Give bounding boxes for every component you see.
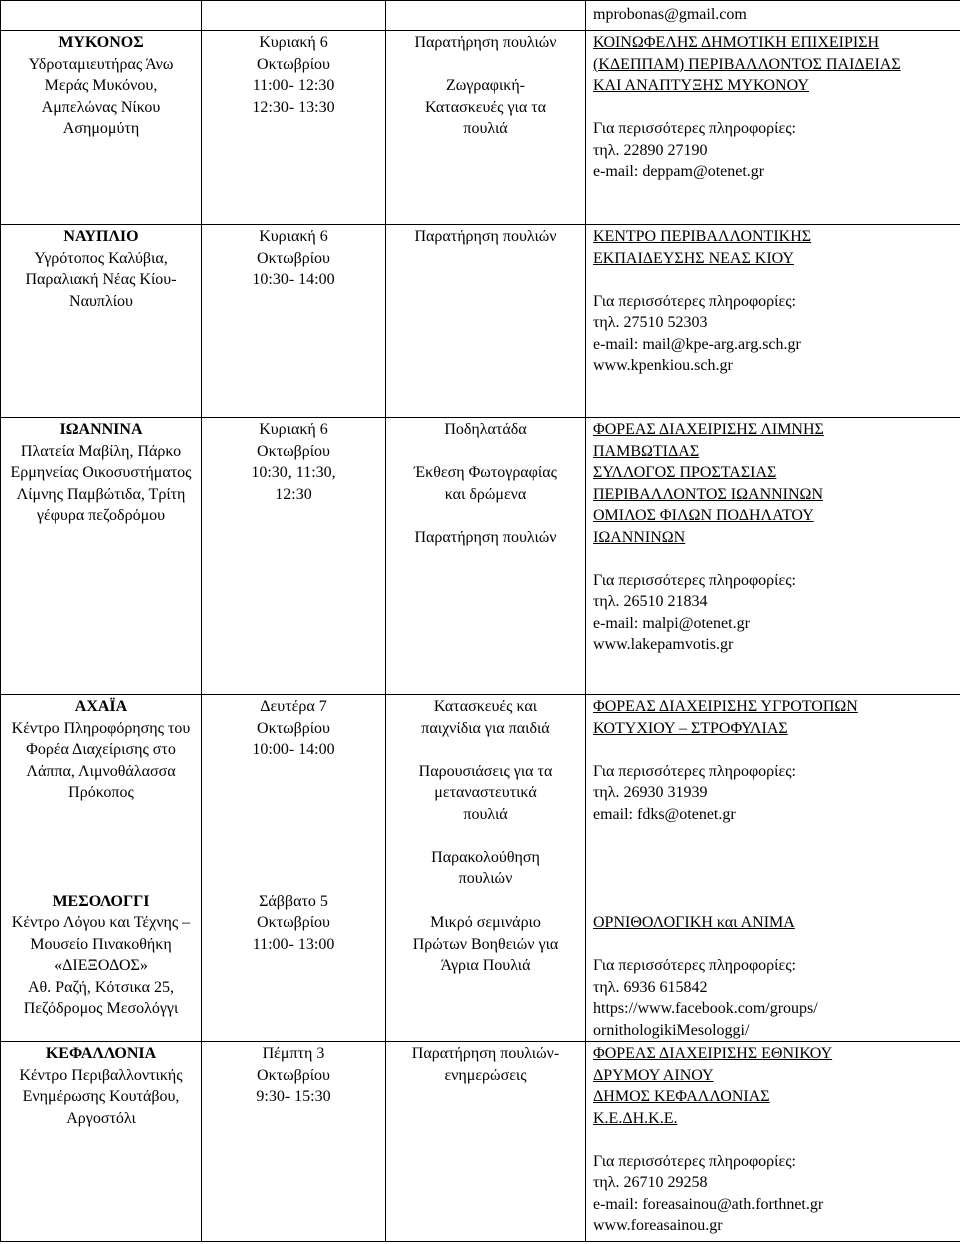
organizer-name: ΦΟΡΕΑΣ ΔΙΑΧΕΙΡΙΣΗΣ ΥΓΡΟΤΟΠΩΝ xyxy=(593,698,858,715)
contact-line: τηλ. 27510 52303 xyxy=(593,314,708,331)
contact-line[interactable]: e-mail: malpi@otenet.gr xyxy=(593,614,750,632)
location-cell xyxy=(1,418,202,695)
contact-line[interactable]: e-mail: deppam@otenet.gr xyxy=(593,163,765,180)
activity-line: πουλιά xyxy=(463,805,508,823)
location-detail: Πλατεία Μαβίλη, Πάρκο xyxy=(20,442,182,460)
spacer xyxy=(593,739,960,761)
location-detail: Ασημομύτη xyxy=(62,120,140,137)
date-line: Δευτέρα 7 xyxy=(260,698,327,715)
activities-cell xyxy=(386,890,586,1042)
date-line: Οκτωβρίου xyxy=(257,1066,330,1084)
spacer xyxy=(386,739,585,761)
spacer xyxy=(386,891,585,913)
contact-line[interactable]: https://www.facebook.com/groups/ xyxy=(593,1000,818,1017)
location-detail: Λάππα, Λιμνοθάλασσα xyxy=(26,762,176,780)
date-line: Κυριακή 6 xyxy=(259,228,328,245)
more-info-label: Για περισσότερες πληροφορίες: xyxy=(593,762,796,780)
location-detail: Αθ. Ραζή, Κότσικα 25, xyxy=(27,978,175,996)
location-detail: Υγρότοπος Καλύβια, xyxy=(34,249,168,267)
activity-line: πουλιών xyxy=(458,870,513,887)
location-detail: Κέντρο Λόγου και Τέχνης – xyxy=(11,914,191,931)
organizer-cell xyxy=(586,31,960,225)
location-cell xyxy=(1,31,202,225)
date-cell xyxy=(202,31,386,225)
date-line: 10:30, 11:30, xyxy=(251,464,336,481)
table-row xyxy=(1,1042,960,1242)
activity-line: Παρατήρηση πουλιών xyxy=(414,528,557,546)
header-spacer-cell xyxy=(202,1,386,31)
organizer-name: ΦΟΡΕΑΣ ΔΙΑΧΕΙΡΙΣΗΣ ΕΘΝΙΚΟΥ xyxy=(593,1045,833,1062)
table-row xyxy=(1,695,960,890)
more-info-label: Για περισσότερες πληροφορίες: xyxy=(593,1152,796,1170)
activity-line: Παρατήρηση πουλιών xyxy=(414,34,557,51)
date-line: Οκτωβρίου xyxy=(257,55,330,73)
activity-line: Έκθεση Φωτογραφίας xyxy=(414,464,557,481)
activity-line: Πρώτων Βοηθειών για xyxy=(412,935,559,953)
table-row xyxy=(1,31,960,225)
date-cell xyxy=(202,1042,386,1242)
organizer-name: ΚΕΝΤΡΟ ΠΕΡΙΒΑΛΛΟΝΤΙΚΗΣ xyxy=(593,228,812,245)
organizer-name: ΣΥΛΛΟΓΟΣ ΠΡΟΣΤΑΣΙΑΣ xyxy=(593,464,777,481)
location-cell xyxy=(1,1042,202,1242)
organizer-name: ΦΟΡΕΑΣ ΔΙΑΧΕΙΡΙΣΗΣ ΛΙΜΝΗΣ xyxy=(593,421,824,438)
organizer-cell xyxy=(586,225,960,418)
activity-line: Παρακολούθηση xyxy=(431,848,540,866)
date-line: 9:30- 15:30 xyxy=(256,1088,331,1105)
header-spacer-cell xyxy=(386,1,586,31)
more-info-label: Για περισσότερες πληροφορίες: xyxy=(593,957,796,974)
activities-cell xyxy=(386,1042,586,1242)
contact-line[interactable]: www.kpenkiou.sch.gr xyxy=(593,357,733,374)
activities-cell xyxy=(386,225,586,418)
date-cell xyxy=(202,890,386,1042)
activity-line: Παρουσιάσεις για τα xyxy=(418,762,553,780)
spacer xyxy=(593,934,960,956)
contact-line[interactable]: www.lakepamvotis.gr xyxy=(593,636,734,653)
activity-line: Ποδηλατάδα xyxy=(444,421,527,438)
contact-line: τηλ. 6936 615842 xyxy=(593,978,708,996)
spacer xyxy=(593,548,960,570)
location-detail: Παραλιακή Νέας Κίου- xyxy=(25,271,177,288)
location-detail: Υδροταμιευτήρας Άνω xyxy=(28,55,174,73)
spacer xyxy=(386,825,585,847)
organizer-cell xyxy=(586,890,960,1042)
organizer-name: ΙΩΑΝΝΙΝΩΝ xyxy=(593,528,686,546)
location-detail: Πρόκοπος xyxy=(68,784,134,801)
activity-line: πουλιά xyxy=(463,120,508,137)
spacer xyxy=(593,269,960,291)
organizer-cell xyxy=(586,418,960,695)
location-name: ΜΥΚΟΝΟΣ xyxy=(58,34,144,51)
date-cell xyxy=(202,225,386,418)
organizer-name: ΚΑΙ ΑΝΑΠΤΥΞΗΣ ΜΥΚΟΝΟΥ xyxy=(593,77,809,94)
location-detail: Αργοστόλι xyxy=(66,1109,136,1127)
contact-line[interactable]: e-mail: foreasainou@ath.forthnet.gr xyxy=(593,1195,824,1213)
organizer-name: ΔΡΥΜΟΥ ΑΙΝΟΥ xyxy=(593,1066,714,1084)
activity-line: Κατασκευές και xyxy=(433,698,538,715)
date-cell xyxy=(202,695,386,890)
organizer-name: ΠΑΜΒΩΤΙΔΑΣ xyxy=(593,442,700,460)
date-line: Κυριακή 6 xyxy=(259,421,328,438)
spacer xyxy=(386,54,585,76)
date-line: 12:30- 13:30 xyxy=(252,98,335,116)
table-row xyxy=(1,225,960,418)
header-email[interactable]: mprobonas@gmail.com xyxy=(586,1,960,31)
contact-line: τηλ. 26710 29258 xyxy=(593,1174,708,1191)
activity-line: Κατασκευές για τα xyxy=(424,98,547,116)
activity-line: μεταναστευτικά xyxy=(434,784,537,801)
contact-line: τηλ. 26510 21834 xyxy=(593,593,708,610)
contact-line: τηλ. 26930 31939 xyxy=(593,784,708,801)
activity-line: Παρατήρηση πουλιών xyxy=(414,228,557,245)
activity-line: Ζωγραφική- xyxy=(445,77,526,94)
header-row xyxy=(1,1,960,31)
location-detail: Ερμηνείας Οικοσυστήματος xyxy=(10,464,192,481)
location-name: ΜΕΣΟΛΟΓΓΙ xyxy=(52,892,150,910)
location-detail: Ενημέρωσης Κουτάβου, xyxy=(22,1088,180,1105)
location-detail: Μεράς Μυκόνου, xyxy=(44,77,158,94)
spacer xyxy=(593,891,960,913)
location-detail: Ναυπλίου xyxy=(69,292,133,310)
location-detail: Κέντρο Πληροφόρησης του xyxy=(11,719,191,737)
activity-line: και δρώμενα xyxy=(444,485,527,503)
date-line: 11:00- 12:30 xyxy=(252,77,335,94)
activity-line: παιχνίδια για παιδιά xyxy=(421,719,550,737)
location-detail: γέφυρα πεζοδρόμου xyxy=(36,507,166,524)
activities-cell xyxy=(386,695,586,890)
location-detail: Κέντρο Περιβαλλοντικής xyxy=(19,1066,183,1084)
location-detail: Μουσείο Πινακοθήκη xyxy=(30,935,172,953)
location-cell xyxy=(1,225,202,418)
date-line: Κυριακή 6 xyxy=(259,34,328,51)
activities-cell xyxy=(386,418,586,695)
table-row xyxy=(1,418,960,695)
date-line: 11:00- 13:00 xyxy=(252,935,335,953)
more-info-label: Για περισσότερες πληροφορίες: xyxy=(593,571,796,589)
location-detail: «ΔΙΕΞΟΔΟΣ» xyxy=(54,957,148,974)
date-line: Οκτωβρίου xyxy=(257,442,330,460)
organizer-name: ΕΚΠΑΙΔΕΥΣΗΣ ΝΕΑΣ ΚΙΟΥ xyxy=(593,249,794,267)
organizer-name: ΟΡΝΙΘΟΛΟΓΙΚΗ και ΑΝΙΜΑ xyxy=(593,914,795,931)
organizer-name: ΚΟΤΥΧΙΟΥ – ΣΤΡΟΦΥΛΙΑΣ xyxy=(593,719,788,737)
date-line: 10:30- 14:00 xyxy=(252,271,335,288)
organizer-name: ΠΕΡΙΒΑΛΛΟΝΤΟΣ ΙΩΑΝΝΙΝΩΝ xyxy=(593,485,823,503)
location-name: ΝΑΥΠΛΙΟ xyxy=(63,228,139,245)
organizer-name: Κ.Ε.ΔΗ.Κ.Ε. xyxy=(593,1109,678,1127)
activities-cell xyxy=(386,31,586,225)
activity-line: ενημερώσεις xyxy=(444,1066,527,1084)
location-name: ΚΕΦΑΛΛΟΝΙΑ xyxy=(45,1045,157,1062)
contact-line: τηλ. 22890 27190 xyxy=(593,141,708,159)
organizer-name: ΟΜΙΛΟΣ ΦΙΛΩΝ ΠΟΔΗΛΑΤΟΥ xyxy=(593,507,814,524)
organizer-name: ΔΗΜΟΣ ΚΕΦΑΛΛΟΝΙΑΣ xyxy=(593,1088,770,1105)
organizer-name: ΚΟΙΝΩΦΕΛΗΣ ΔΗΜΟΤΙΚΗ ΕΠΙΧΕΙΡΙΣΗ xyxy=(593,34,880,51)
location-detail: Αμπελώνας Νίκου xyxy=(41,98,161,116)
date-line: 12:30 xyxy=(275,485,312,503)
header-spacer-cell xyxy=(1,1,202,31)
location-name: ΙΩΑΝΝΙΝΑ xyxy=(59,421,143,438)
location-name: ΑΧΑΪΑ xyxy=(74,698,128,715)
contact-line[interactable]: www.foreasainou.gr xyxy=(593,1217,723,1234)
contact-line[interactable]: email: fdks@otenet.gr xyxy=(593,805,736,823)
date-cell xyxy=(202,418,386,695)
date-line: Οκτωβρίου xyxy=(257,249,330,267)
date-line: Οκτωβρίου xyxy=(257,719,330,737)
spacer xyxy=(593,1129,960,1151)
activity-line: Μικρό σεμινάριο xyxy=(430,914,541,931)
date-line: Οκτωβρίου xyxy=(257,914,330,931)
activity-line: Άγρια Πουλιά xyxy=(440,957,531,974)
spacer xyxy=(386,505,585,527)
location-cell xyxy=(1,695,202,890)
more-info-label: Για περισσότερες πληροφορίες: xyxy=(593,120,796,137)
contact-line: ornithologikiMesologgi/ xyxy=(593,1021,750,1039)
date-line: 10:00- 14:00 xyxy=(252,741,335,758)
date-line: Σάββατο 5 xyxy=(259,892,328,910)
contact-line[interactable]: e-mail: mail@kpe-arg.arg.sch.gr xyxy=(593,335,801,353)
location-detail: Φορέα Διαχείρισης στο xyxy=(26,741,176,758)
organizer-name: (ΚΔΕΠΠΑΜ) ΠΕΡΙΒΑΛΛΟΝΤΟΣ ΠΑΙΔΕΙΑΣ xyxy=(593,55,901,73)
date-line: Πέμπτη 3 xyxy=(262,1045,325,1062)
location-detail: Πεζόδρομος Μεσολόγγι xyxy=(23,1000,179,1017)
organizer-cell xyxy=(586,1042,960,1242)
activity-line: Παρατήρηση πουλιών- xyxy=(411,1045,560,1062)
organizer-cell xyxy=(586,695,960,890)
more-info-label: Για περισσότερες πληροφορίες: xyxy=(593,292,796,310)
table-row xyxy=(1,890,960,1042)
location-cell xyxy=(1,890,202,1042)
spacer xyxy=(386,441,585,463)
spacer xyxy=(593,97,960,119)
location-detail: Λίμνης Παμβώτιδα, Τρίτη xyxy=(16,485,186,503)
